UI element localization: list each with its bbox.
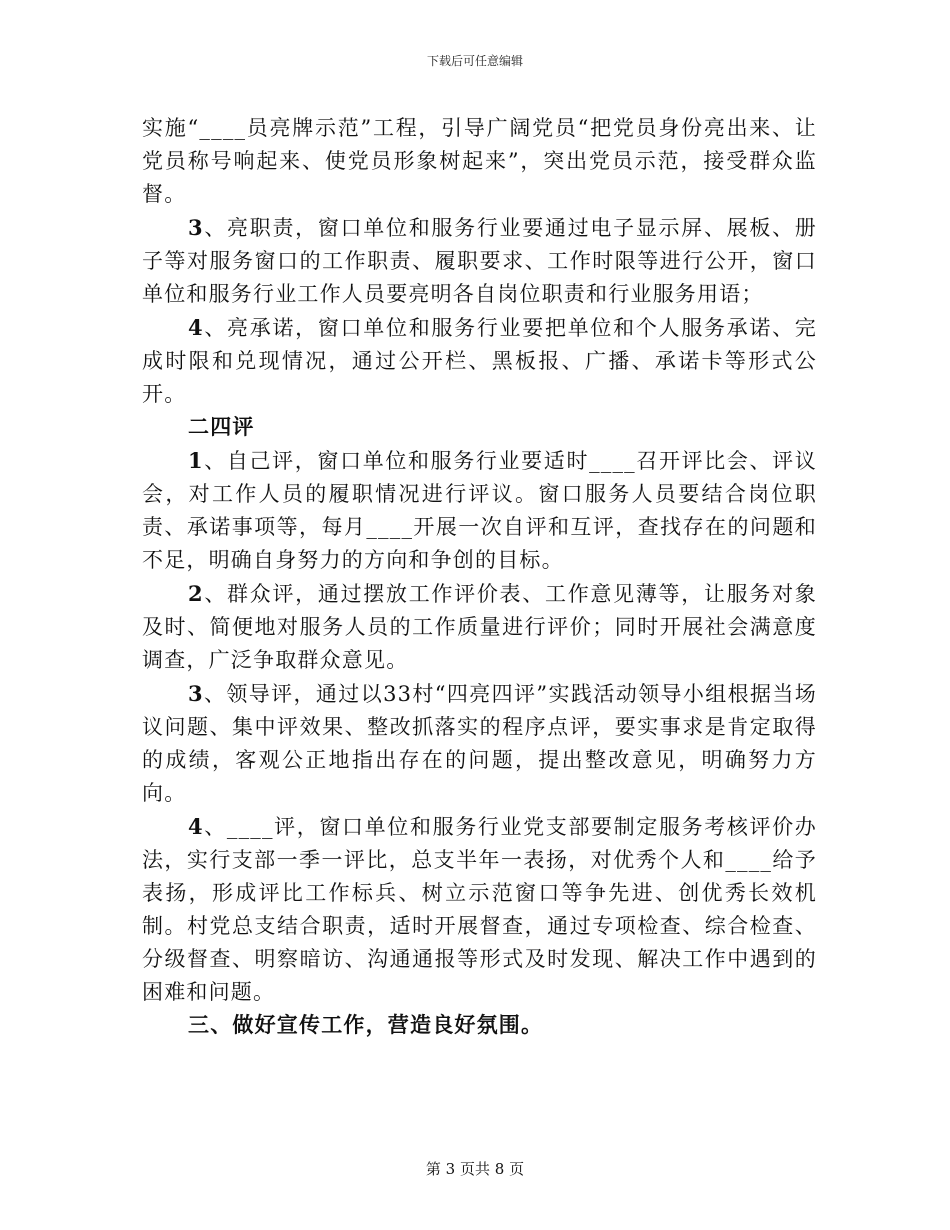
page-footer: 第 3 页共 8 页	[425, 1160, 525, 1178]
paragraph-text: 、领导评，通过以33村“四亮四评”实践活动领导小组根据当场议问题、集中评效果、整改抓落实的程序点评，要实事求是肯定取得的成绩，客观公正地指出存在的问题，提出整改意见，明确努力方向。	[142, 682, 817, 805]
page-header: 下载后可任意编辑	[426, 54, 523, 68]
paragraph-text: 、____评，窗口单位和服务行业党支部要制定服务考核评价办法，实行支部一季一评比，总支半年一表扬，对优秀个人和____给予表扬，形成评比工作标兵、树立示范窗口等争先进、创优秀长效机制。村党总支结合职责，适时开展督查，通过专项检查、综合检查、分级督查、明察暗访、沟通通报等形式及时发现、解决工作中遇到的困难和问题。	[142, 815, 817, 1004]
paragraph-party-member-display	[142, 112, 817, 211]
paragraph-text: 、群众评，通过摆放工作评价表、工作意见薄等，让服务对象及时、简便地对服务人员的工作质量进行评价；同时开展社会满意度调查，广泛争取群众意见。	[142, 582, 817, 672]
item-number: 1	[188, 448, 204, 473]
heading-text: 三、做好宣传工作，营造良好氛围。	[188, 1013, 544, 1037]
section-heading-publicity	[142, 1009, 817, 1042]
paragraph-show-duties	[142, 211, 817, 311]
paragraph-text: 、自己评，窗口单位和服务行业要适时____召开评比会、评议会，对工作人员的履职情况进行评议。窗口服务人员要结合岗位职责、承诺事项等，每月____开展一次自评和互评，查找存在的问题和不足，明确自身努力的方向和争创的目标。	[142, 449, 817, 572]
heading-text: 二四评	[188, 415, 255, 439]
item-number: 3	[188, 215, 204, 240]
paragraph-organization-review	[142, 810, 817, 1009]
paragraph-public-review	[142, 577, 817, 677]
item-number: 3	[188, 681, 204, 706]
paragraph-text: 实施“____员亮牌示范”工程，引导广阔党员“把党员身份亮出来、让党员称号响起来、使党员形象树起来”，突出党员示范，接受群众监督。	[142, 116, 817, 206]
paragraph-show-commitments	[142, 311, 817, 411]
paragraph-self-review	[142, 444, 817, 577]
paragraph-text: 、亮承诺，窗口单位和服务行业要把单位和个人服务承诺、完成时限和兑现情况，通过公开栏、黑板报、广播、承诺卡等形式公开。	[142, 316, 817, 406]
document-body	[142, 112, 817, 1042]
paragraph-text: 、亮职责，窗口单位和服务行业要通过电子显示屏、展板、册子等对服务窗口的工作职责、履职要求、工作时限等进行公开，窗口单位和服务行业工作人员要亮明各自岗位职责和行业服务用语；	[142, 216, 817, 306]
section-heading-four-reviews	[142, 411, 817, 444]
item-number: 2	[188, 581, 204, 606]
paragraph-leader-review	[142, 677, 817, 810]
item-number: 4	[188, 814, 204, 839]
item-number: 4	[188, 315, 204, 340]
